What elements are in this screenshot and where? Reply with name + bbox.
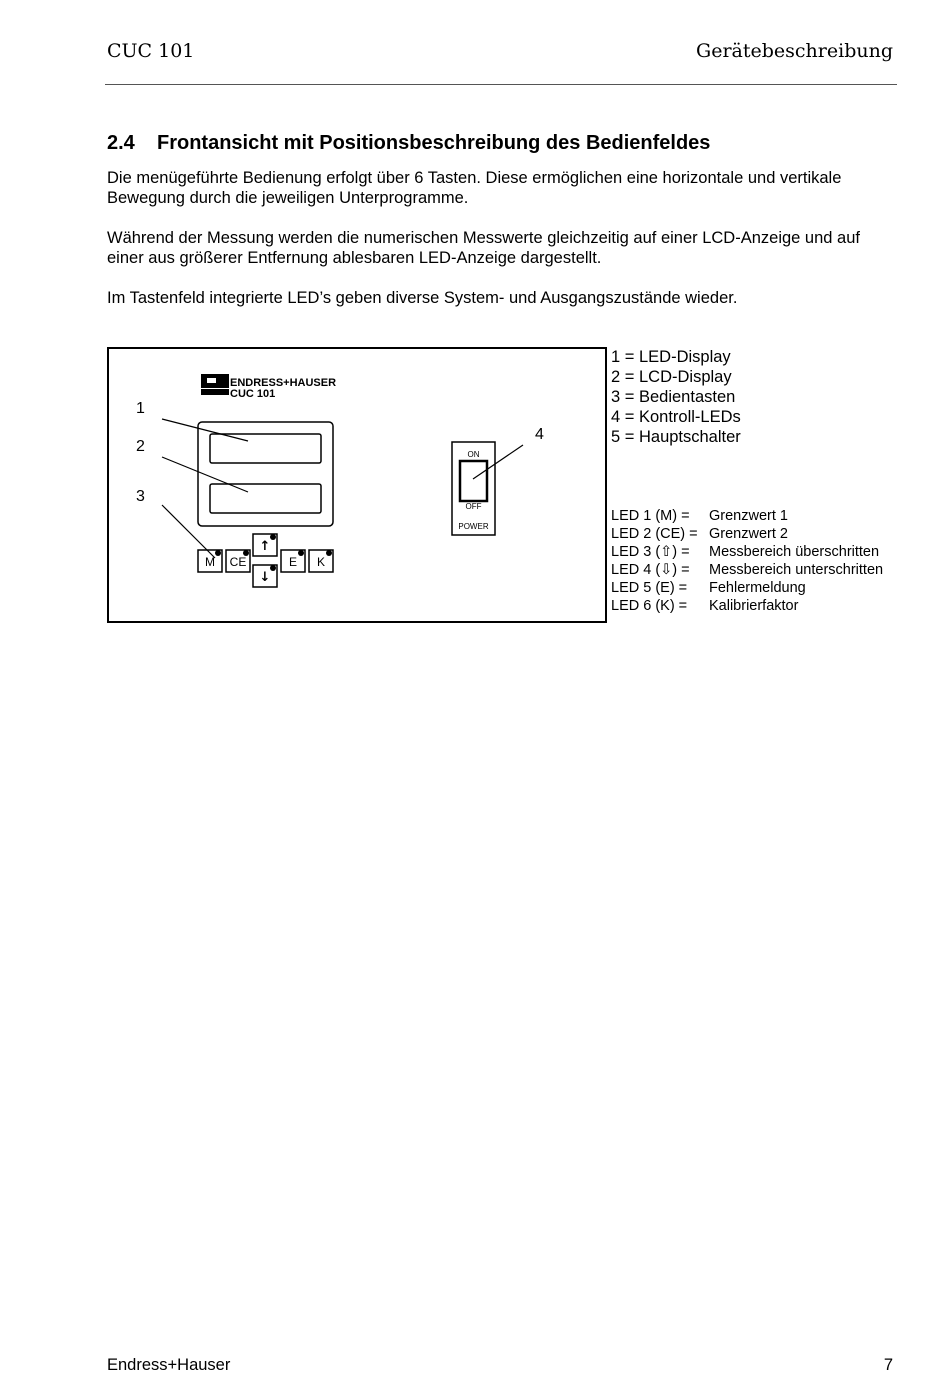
led-legend-item	[611, 597, 883, 615]
led-legend-key: LED 6 (K) =	[611, 598, 688, 614]
figure-legend	[611, 347, 741, 447]
key-k-label: K	[316, 555, 326, 569]
paragraph-operation: Die menügeführte Bedienung erfolgt über 6 Tasten. Diese ermöglichen eine horizontale und vertikale Bewegung durch die jeweiligen Unterprogramme.	[107, 169, 842, 207]
section-number: 2.4	[107, 132, 135, 154]
arrow-down-icon: ↓	[259, 570, 271, 585]
key-m-label: M	[205, 555, 215, 569]
led-4-indicator	[270, 565, 276, 571]
brand-model: CUC 101	[230, 388, 276, 400]
lcd-display	[210, 484, 321, 513]
led-legend-item	[611, 579, 883, 597]
brand-name: ENDRESS+HAUSER	[230, 377, 337, 389]
callout-4-label: 4	[535, 426, 544, 443]
led-legend-item	[611, 561, 883, 579]
led-legend-item	[611, 543, 883, 561]
section-title: Frontansicht mit Positionsbeschreibung des Bedienfeldes	[157, 132, 711, 154]
key-k	[309, 550, 333, 572]
led-legend-key: LED 1 (M) =	[611, 508, 690, 524]
front-panel-figure	[107, 347, 607, 623]
callout-1-label: 1	[136, 400, 145, 417]
led-legend-value: Messbereich überschritten	[709, 544, 880, 560]
led-legend-value: Fehlermeldung	[709, 580, 806, 596]
legend-item: 2 = LCD-Display	[611, 368, 732, 386]
display-housing	[198, 422, 333, 526]
key-down	[253, 565, 277, 587]
legend-item: 4 = Kontroll-LEDs	[611, 408, 741, 426]
switch-power-label: POWER	[458, 522, 489, 531]
led-legend-key: LED 5 (E) =	[611, 580, 688, 596]
header-chapter-title: Gerätebeschreibung	[696, 40, 893, 62]
key-ce	[226, 550, 250, 572]
callout-2-label: 2	[136, 438, 145, 455]
arrow-up-icon: ↑	[259, 539, 271, 554]
led-display	[210, 434, 321, 463]
led-6-indicator	[326, 550, 332, 556]
key-ce-label: CE	[229, 555, 247, 569]
led-legend-value: Messbereich unterschritten	[709, 562, 884, 578]
key-e-label: E	[288, 555, 298, 569]
legend-item: 1 = LED-Display	[611, 348, 731, 366]
led-legend	[611, 507, 883, 615]
led-legend-item	[611, 507, 883, 525]
switch-on-label: ON	[467, 450, 480, 459]
paragraph-measurement: Während der Messung werden die numerischen Messwerte gleichzeitig auf einer LCD-Anzeige und auf einer aus größerer Entfernung ablesbaren LED-Anzeige dargestellt.	[107, 229, 860, 267]
led-legend-value: Kalibrierfaktor	[709, 598, 799, 614]
callout-3-label: 3	[136, 488, 145, 505]
header-product-name: CUC 101	[107, 40, 195, 62]
legend-item: 5 = Hauptschalter	[611, 428, 741, 446]
switch-rocker	[460, 461, 487, 501]
key-up	[253, 534, 277, 556]
main-power-switch	[452, 442, 495, 535]
endress-hauser-logo	[201, 374, 336, 400]
switch-off-label: OFF	[465, 502, 482, 511]
footer-company: Endress+Hauser	[107, 1356, 231, 1374]
led-legend-key: LED 2 (CE) =	[611, 526, 698, 542]
led-legend-value: Grenzwert 1	[709, 508, 788, 524]
front-panel-drawing	[109, 349, 605, 621]
page-number: 7	[883, 1356, 893, 1374]
key-e	[281, 550, 305, 572]
header-divider	[105, 84, 897, 85]
paragraph-leds: Im Tastenfeld integrierte LED’s geben diverse System- und Ausgangszustände wieder.	[107, 289, 738, 307]
led-legend-key: LED 4 (⇩) =	[611, 562, 690, 578]
led-3-indicator	[270, 534, 276, 540]
keypad	[198, 534, 333, 587]
section-heading	[107, 132, 710, 155]
led-5-indicator	[298, 550, 304, 556]
led-legend-item	[611, 525, 883, 543]
led-legend-value: Grenzwert 2	[709, 526, 788, 542]
legend-item: 3 = Bedientasten	[611, 388, 736, 406]
led-1-indicator	[215, 550, 221, 556]
led-legend-key: LED 3 (⇧) =	[611, 544, 690, 560]
